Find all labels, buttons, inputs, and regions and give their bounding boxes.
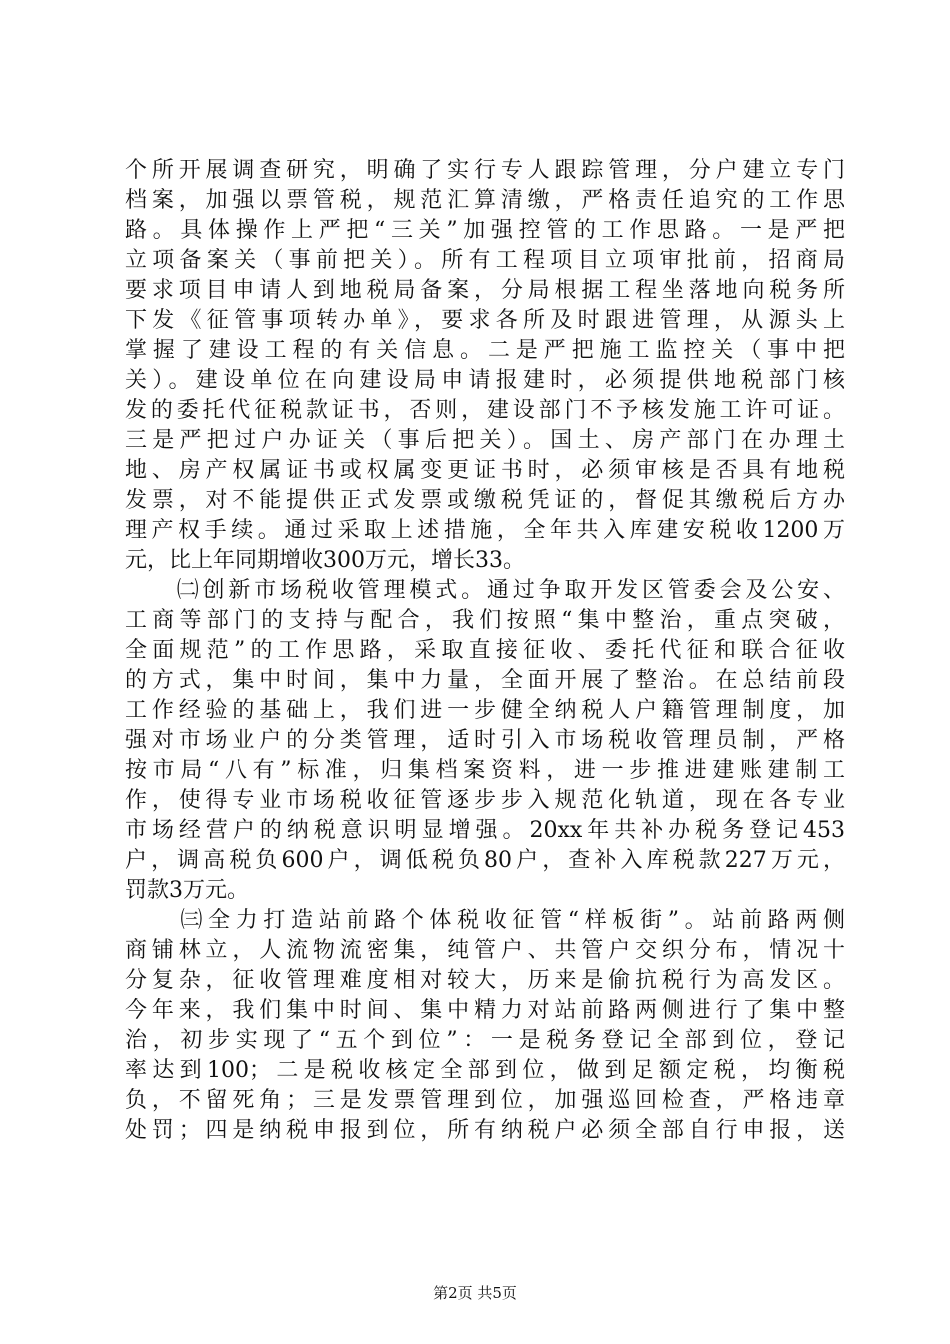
text-line: 负，不留死角；三是发票管理到位，加强巡回检查，严格违章 xyxy=(125,1088,845,1113)
text-line: 罚款3万元。 xyxy=(125,878,249,903)
text-line: 地、房产权属证书或权属变更证书时，必须审核是否具有地税 xyxy=(125,458,845,483)
text-line: 下发《征管事项转办单》，要求各所及时跟进管理，从源头上 xyxy=(125,308,845,333)
text-line: 工商等部门的支持与配合，我们按照“集中整治，重点突破， xyxy=(125,608,845,633)
text-line: 治，初步实现了“五个到位”：一是税务登记全部到位，登记 xyxy=(125,1028,845,1053)
page-footer: 第2页 共5页 xyxy=(433,1284,517,1302)
text-line: 理产权手续。通过采取上述措施，全年共入库建安税收1200万 xyxy=(125,518,845,543)
text-line: 发票，对不能提供正式发票或缴税凭证的，督促其缴税后方办 xyxy=(125,488,845,513)
text-line: 分复杂，征收管理难度相对较大，历来是偷抗税行为高发区。 xyxy=(125,968,845,993)
document-body xyxy=(125,156,845,1146)
text-line: ㈢全力打造站前路个体税收征管“样板街”。站前路两侧 xyxy=(125,908,845,933)
text-line: 今年来，我们集中时间、集中精力对站前路两侧进行了集中整 xyxy=(125,998,845,1023)
text-line: 发的委托代征税款证书，否则，建设部门不予核发施工许可证。 xyxy=(125,398,845,423)
text-line: 市场经营户的纳税意识明显增强。20xx年共补办税务登记453 xyxy=(125,818,845,843)
text-line: 的方式，集中时间，集中力量，全面开展了整治。在总结前段 xyxy=(125,668,845,693)
text-line: 个所开展调查研究，明确了实行专人跟踪管理，分户建立专门 xyxy=(125,158,845,183)
text-line: 元，比上年同期增收300万元，增长33。 xyxy=(125,548,525,573)
text-line: 要求项目申请人到地税局备案，分局根据工程坐落地向税务所 xyxy=(125,278,845,303)
text-line: 立项备案关（事前把关）。所有工程项目立项审批前，招商局 xyxy=(125,248,845,273)
text-line: 商铺林立，人流物流密集，纯管户、共管户交织分布，情况十 xyxy=(125,938,845,963)
text-line: 处罚；四是纳税申报到位，所有纳税户必须全部自行申报，送 xyxy=(125,1118,845,1143)
text-line: 强对市场业户的分类管理，适时引入市场税收管理员制，严格 xyxy=(125,728,845,753)
text-line: 作，使得专业市场税收征管逐步步入规范化轨道，现在各专业 xyxy=(125,788,845,813)
text-line: 按市局“八有”标准，归集档案资料，进一步推进建账建制工 xyxy=(125,758,845,783)
text-line: 全面规范”的工作思路，采取直接征收、委托代征和联合征收 xyxy=(125,638,845,663)
text-line: 路。具体操作上严把“三关”加强控管的工作思路。一是严把 xyxy=(125,218,845,243)
text-line: 掌握了建设工程的有关信息。二是严把施工监控关（事中把 xyxy=(125,338,845,363)
text-line: 关）。建设单位在向建设局申请报建时，必须提供地税部门核 xyxy=(125,368,845,393)
text-line: ㈡创新市场税收管理模式。通过争取开发区管委会及公安、 xyxy=(125,578,845,603)
text-line: 档案，加强以票管税，规范汇算清缴，严格责任追究的工作思 xyxy=(125,188,845,213)
text-line: 三是严把过户办证关（事后把关）。国土、房产部门在办理土 xyxy=(125,428,845,453)
text-line: 户，调高税负600户，调低税负80户，查补入库税款227万元， xyxy=(125,848,845,873)
text-line: 工作经验的基础上，我们进一步健全纳税人户籍管理制度，加 xyxy=(125,698,845,723)
text-line: 率达到100；二是税收核定全部到位，做到足额定税，均衡税 xyxy=(125,1058,845,1083)
